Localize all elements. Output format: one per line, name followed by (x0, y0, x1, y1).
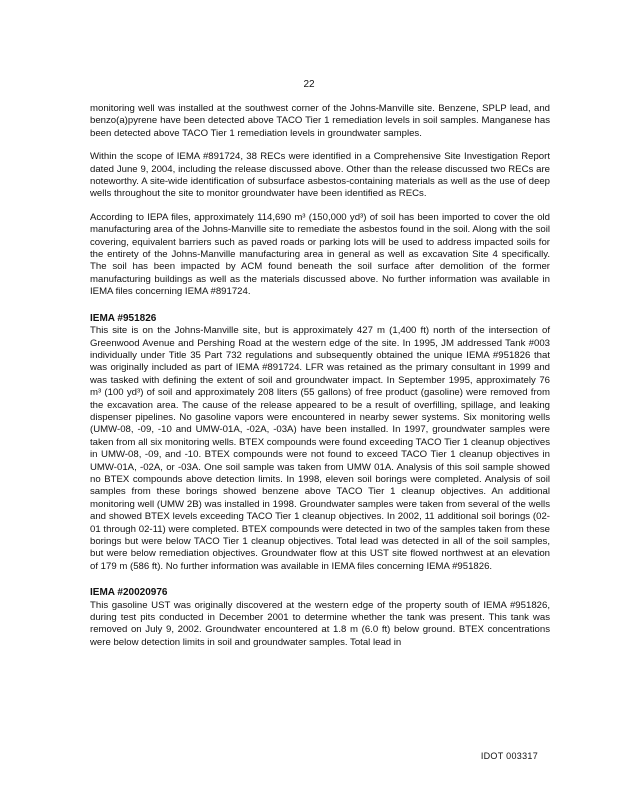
paragraph: According to IEPA files, approximately 114,690 m³ (150,000 yd³) of soil has been imported to cover the old manufacturing area of the Johns-Manville site to remediate the asbestos found in the soil. Along with the soil covering, equivalent barriers such as paved roads or parking lots will be used to address impacted soils for the entirety of the Johns-Manville manufacturing area in general as well as excavation Site 4 specifically. The soil has been impacted by ACM found beneath the soil surface after demolition of the former manufacturing buildings as well as the materials discussed above. No further information was available in IEMA files concerning IEMA #891724. (90, 211, 550, 298)
document-id-stamp: IDOT 003317 (480, 751, 538, 761)
section-paragraph: This gasoline UST was originally discovered at the western edge of the property south of IEMA #951826, during test pits conducted in December 2001 to determine whether the tank was present. This tank was removed on July 9, 2002. Groundwater encountered at 1.8 m (6.0 ft) below ground. BTEX concentrations were below detection limits in soil and groundwater samples. Total lead in (90, 599, 550, 648)
document-body (90, 103, 550, 660)
section-paragraph: This site is on the Johns-Manville site, but is approximately 427 m (1,400 ft) north of the intersection of Greenwood Avenue and Pershing Road at the western edge of the site. In 1995, JM addressed Tank #003 individually under Title 35 Part 732 regulations and subsequently obtained the unique IEMA #951826 that was originally included as part of IEMA #891724. LFR was retained as the primary consultant in 1999 and was tasked with defining the extent of soil and groundwater impact. In September 1995, approximately 76 m³ (100 yd³) of soil and approximately 208 liters (55 gallons) of free product (gasoline) were removed from the excavation area. The cause of the release appeared to be a result of overfilling, spillage, and leaking dispenser pipelines. No gasoline vapors were encountered in nearby sewer systems. Six monitoring wells (UMW-08, -09, -10 and UMW-01A, -02A, -03A) have been installed. In 1997, groundwater samples were taken from all six monitoring wells. BTEX compounds were found exceeding TACO Tier 1 cleanup objectives in UMW-08, -09, and -10. BTEX compounds were not found to exceed TACO Tier 1 cleanup objectives in UMW-01A, -02A, or -03A. One soil sample was taken from UMW 01A. Analysis of this soil sample showed no BTEX compounds above detection limits. In 1998, eleven soil borings were completed. Analysis of soil samples from these borings showed benzene above TACO Tier 1 cleanup objectives. An additional monitoring well (UMW 2B) was installed in 1998. Groundwater samples were taken from several of the wells and showed BTEX levels exceeding TACO Tier 1 cleanup objectives. In 2002, 11 additional soil borings (02-01 through 02-11) were completed. BTEX compounds were detected in two of the samples taken from these borings but were below TACO Tier 1 cleanup objectives. Total lead was detected in all of the soil samples, but were below remediation objectives. Groundwater flow at this UST site flowed northwest at an elevation of 179 m (586 ft). No further information was available in IEMA files concerning IEMA #951826. (90, 325, 550, 572)
paragraph: monitoring well was installed at the southwest corner of the Johns-Manville site. Benzene, SPLP lead, and benzo(a)pyrene have been detected above TACO Tier 1 remediation levels in soil samples. Manganese has been detected above TACO Tier 1 remediation levels in groundwater samples. (90, 103, 550, 139)
paragraph: Within the scope of IEMA #891724, 38 RECs were identified in a Comprehensive Site Investigation Report dated June 9, 2004, including the release discussed above. Other than the release discussed two RECs are noteworthy. A site-wide identification of subsurface asbestos-containing materials as well as the use of deep wells throughout the site to monitor groundwater have been identified as RECs. (90, 151, 550, 200)
section-heading: IEMA #951826 (90, 312, 157, 324)
page-number: 22 (303, 79, 315, 90)
section-heading: IEMA #20020976 (90, 587, 168, 599)
